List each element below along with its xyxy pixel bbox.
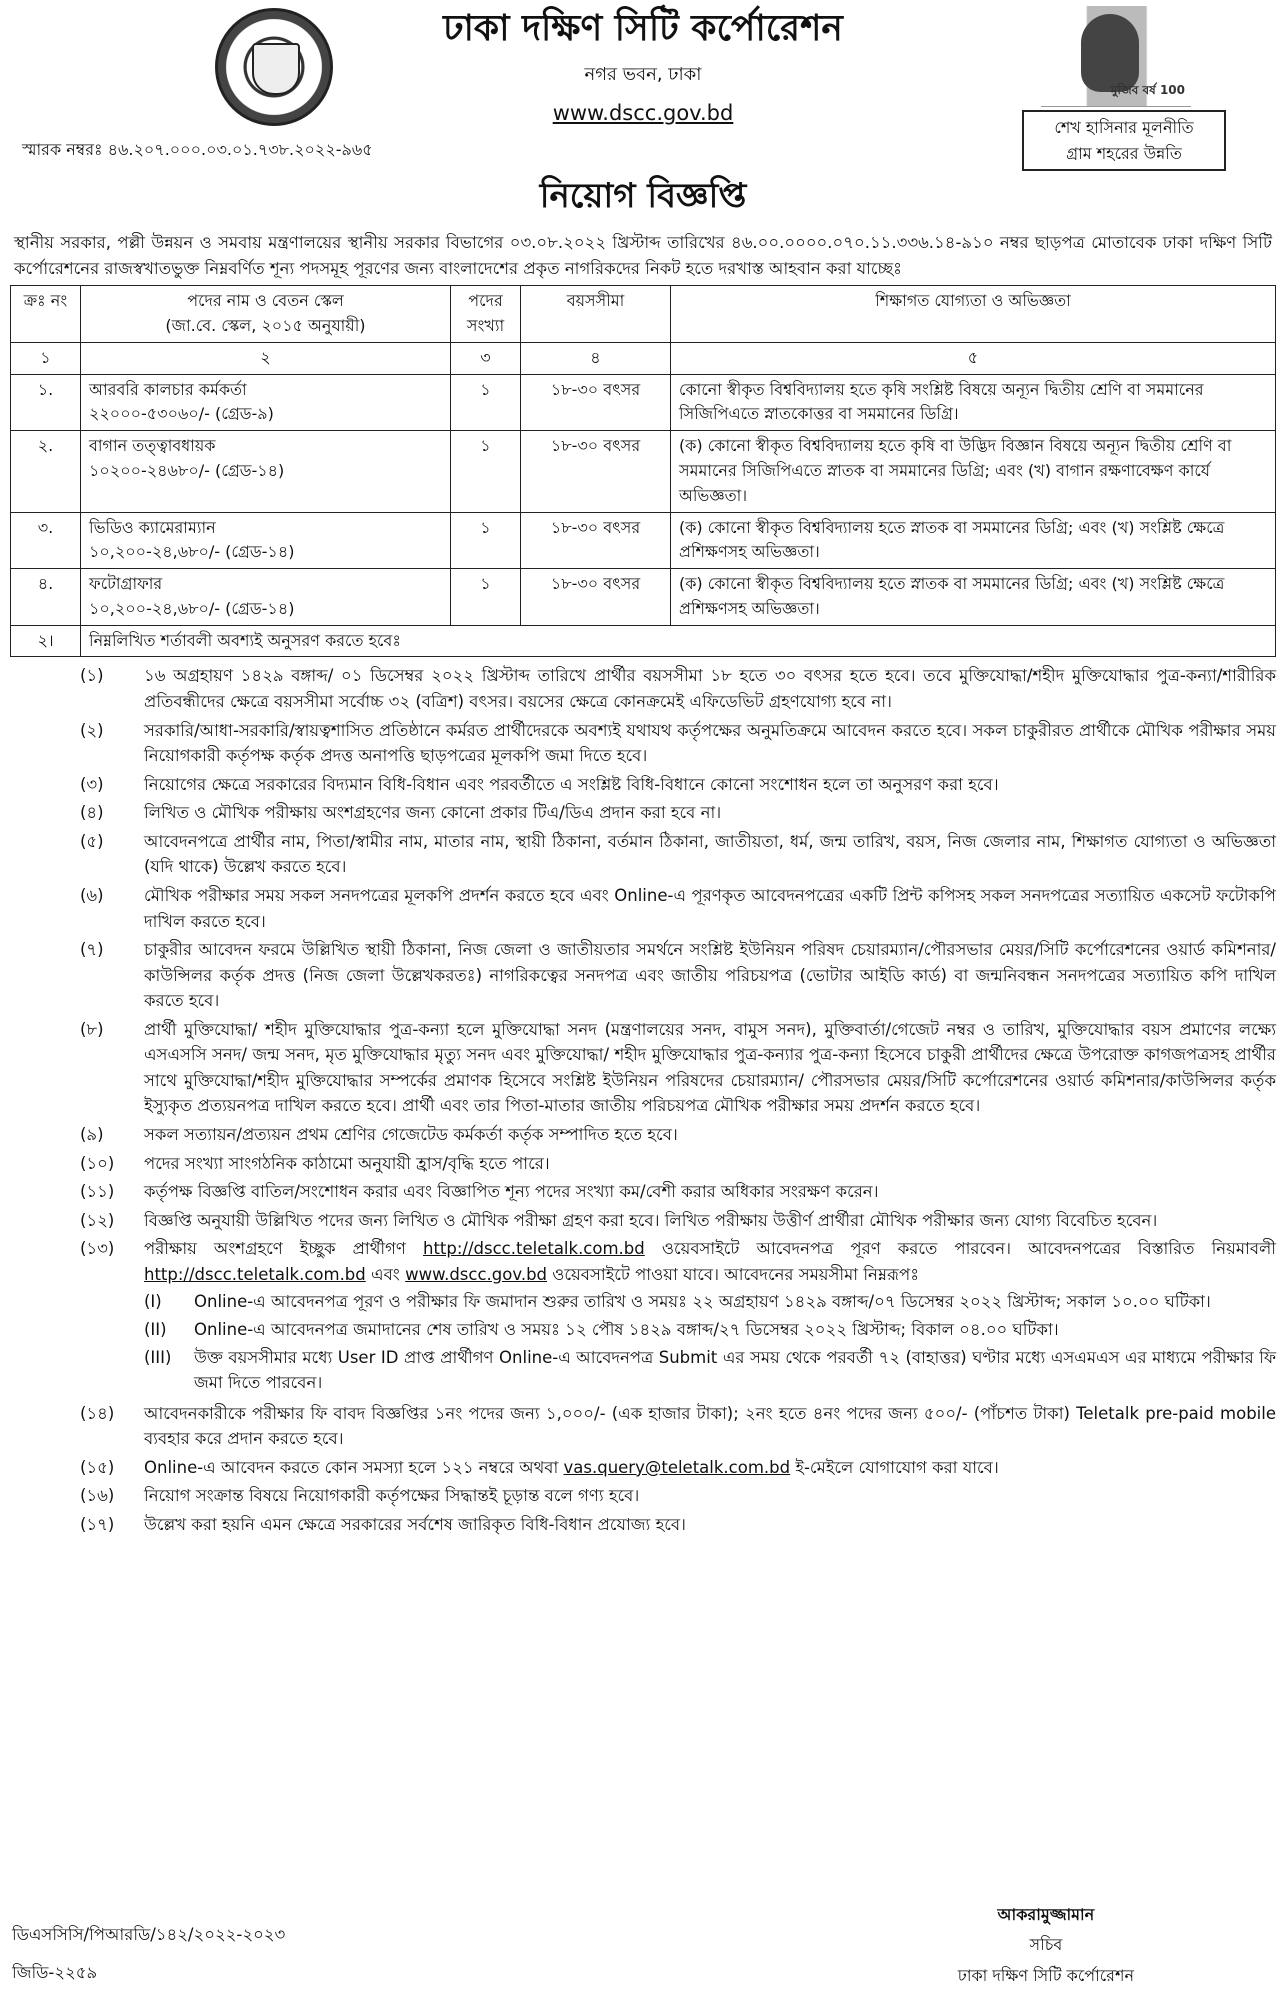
item-number: (৮): [80, 1019, 104, 1039]
text-segment: ওয়েবসাইটে পাওয়া যাবে। আবেদনের সময়সীমা নিম্নরূপঃ: [552, 1264, 920, 1284]
colnum: ২: [81, 342, 451, 374]
list-item: [80, 1122, 1276, 1148]
post-name: ফটোগ্রাফার: [89, 574, 163, 594]
sub-item: [144, 1289, 1276, 1315]
reference-number: ডিএসসিসি/পিআরডি/১৪২/২০২২-২০২৩: [12, 1925, 286, 1944]
text-segment: এবং: [371, 1264, 400, 1284]
table-header-row: [11, 286, 1276, 343]
list-item-application: [80, 1236, 1276, 1397]
portrait-image: [1081, 14, 1139, 92]
text-segment: পরীক্ষায় অংশগ্রহণে ইচ্ছুক প্রার্থীগণ: [144, 1239, 406, 1259]
list-item: [80, 1401, 1276, 1452]
item-text: লিখিত ও মৌখিক পরীক্ষায় অংশগ্রহণের জন্য কোনো প্রকার টিএ/ডিএ প্রদান করা হবে না।: [144, 803, 722, 823]
row-count: ১: [451, 512, 521, 569]
table-row: [11, 374, 1276, 431]
list-item: [80, 1208, 1276, 1234]
post-name: আরবরি কালচার কর্মকর্তা: [89, 379, 247, 399]
post-name: ভিডিও ক্যামেরাম্যান: [89, 517, 216, 537]
item-text: নিয়োগ সংক্রান্ত বিষয়ে নিয়োগকারী কর্তৃপক্ষের সিদ্ধান্তই চূড়ান্ত বলে গণ্য হবে।: [144, 1486, 640, 1506]
sub-number: (III): [144, 1347, 172, 1367]
item-number: (১১): [80, 1182, 115, 1202]
item-number: (২): [80, 720, 104, 740]
row-count: ১: [451, 374, 521, 431]
row-qual: (ক) কোনো স্বীকৃত বিশ্ববিদ্যালয় হতে স্নাতক বা সমমানের ডিগ্রি; এবং (খ) সংশ্লিষ্ট ক্ষেত্রে প্রশিক্ষণসহ অভিজ্ঞতা।: [671, 512, 1276, 569]
item-number: (১৬): [80, 1486, 115, 1506]
slogan-box: [1022, 110, 1226, 171]
pay-scale: ১০২০০-২৪৬৮০/- (গ্রেড-১৪): [89, 460, 285, 480]
pay-scale: ২২০০০-৫৩০৬০/- (গ্রেড-৯): [89, 404, 274, 424]
row-post: [81, 431, 451, 512]
item-number: (১৩): [80, 1239, 115, 1259]
header-age: বয়সসীমা: [521, 286, 671, 343]
item-text: কর্তৃপক্ষ বিজ্ঞপ্তি বাতিল/সংশোধন করার এবং বিজ্ঞাপিত শূন্য পদের সংখ্যা কম/বেশী করার অধিকার সংরক্ষণ করেন।: [144, 1182, 879, 1202]
list-item: [80, 772, 1276, 798]
teletalk-link[interactable]: http://dscc.teletalk.com.bd: [422, 1239, 645, 1259]
list-item: [80, 1151, 1276, 1177]
list-item: [80, 663, 1276, 714]
sub-text: Online-এ আবেদনপত্র জমাদানের শেষ তারিখ ও সময়ঃ ১২ পৌষ ১৪২৯ বঙ্গাব্দ/২৭ ডিসেম্বর ২০২২ খ্রিস্টাব্দ; বিকাল ০৪.০০ ঘটিকা।: [194, 1319, 1059, 1339]
conditions-number: ২।: [11, 625, 81, 657]
row-qual: কোনো স্বীকৃত বিশ্ববিদ্যালয় হতে কৃষি সংশ্লিষ্ট বিষয়ে অন্যূন দ্বিতীয় শ্রেণি বা সমমানের সিজিপিএতে স্নাতকোত্তর বা সমমানের ডিগ্রি।: [671, 374, 1276, 431]
column-number-row: [11, 342, 1276, 374]
mujib-borsho-logo: [1041, 6, 1191, 107]
list-item: [80, 829, 1276, 880]
row-sl: ১.: [11, 374, 81, 431]
signatory-name: আকরামুজ্জামান: [997, 1905, 1095, 1924]
item-text: [144, 1455, 1276, 1481]
dscc-website-link[interactable]: www.dscc.gov.bd: [405, 1264, 548, 1284]
row-sl: ২.: [11, 431, 81, 512]
sub-number: (I): [144, 1292, 162, 1312]
header: [10, 0, 1276, 216]
list-item: [80, 1017, 1276, 1119]
sub-text: উক্ত বয়সসীমার মধ্যে User ID প্রাপ্ত প্রার্থীগণ Online-এ আবেদনপত্র Submit এর সময় থেকে পরবর্তী ৭২ (বাহাত্তর) ঘণ্টার মধ্যে এসএমএস এর মাধ্যমে পরীক্ষার ফি জমা দিতে পারবেন।: [194, 1347, 1276, 1393]
row-age: ১৮-৩০ বৎসর: [521, 374, 671, 431]
item-number: (৫): [80, 831, 104, 851]
org-address: নগর ভবন, ঢাকা: [584, 64, 702, 85]
item-number: (১৭): [80, 1514, 115, 1534]
list-item: [80, 800, 1276, 826]
item-text: ১৬ অগ্রহায়ণ ১৪২৯ বঙ্গাব্দ/ ০১ ডিসেম্বর ২০২২ খ্রিস্টাব্দ তারিখে প্রার্থীর বয়সসীমা ১৮ হতে ৩০ বৎসর হতে হবে। তবে মুক্তিযোদ্ধা/শহীদ মুক্তিযোদ্ধার পুত্র-কন্যা/শারীরিক প্রতিবন্ধীদের ক্ষেত্রে বয়সসীমা সর্বোচ্চ ৩২ (বত্রিশ) বৎসর। বয়সের ক্ষেত্রে কোনক্রমেই এফিডেভিট গ্রহণযোগ্য হবে না।: [144, 666, 1276, 712]
row-qual: (ক) কোনো স্বীকৃত বিশ্ববিদ্যালয় হতে স্নাতক বা সমমানের ডিগ্রি; এবং (খ) সংশ্লিষ্ট ক্ষেত্রে প্রশিক্ষণসহ অভিজ্ঞতা।: [671, 569, 1276, 626]
conditions-header-row: [11, 625, 1276, 657]
table-row: [11, 431, 1276, 512]
item-text: চাকুরীর আবেদন ফরমে উল্লিখিত স্থায়ী ঠিকানা, নিজ জেলা ও জাতীয়তার সমর্থনে সংশ্লিষ্ট ইউনিয়ন পরিষদ চেয়ারম্যান/পৌরসভার মেয়র/সিটি কর্পোরেশনের ওয়ার্ড কমিশনার/ কাউন্সিলর কর্তৃক প্রদত্ত (নিজ জেলা উল্লেখকরতঃ) নাগরিকত্বের সনদপত্র এবং জাতীয় পরিচয়পত্র (ভোটার আইডি কার্ড) বা জন্মনিবন্ধন সনদপত্রের সত্যায়িত কপি দাখিল করতে হবে।: [144, 940, 1276, 1011]
website-link[interactable]: www.dscc.gov.bd: [552, 100, 734, 125]
header-post-line1: পদের নাম ও বেতন স্কেল: [187, 291, 344, 311]
signature-block: [958, 1900, 1134, 1991]
sub-number: (II): [144, 1319, 167, 1339]
list-item: [80, 1483, 1276, 1509]
item-number: (১৪): [80, 1403, 115, 1423]
text-segment: ই-মেইলে যোগাযোগ করা যাবে।: [795, 1457, 999, 1477]
colnum: ৩: [451, 342, 521, 374]
colnum: ১: [11, 342, 81, 374]
header-post-line2: (জা.বে. স্কেল, ২০১৫ অনুযায়ী): [165, 315, 366, 335]
row-count: ১: [451, 569, 521, 626]
row-sl: ৩.: [11, 512, 81, 569]
table-row: [11, 512, 1276, 569]
list-item: [80, 718, 1276, 769]
table-row: [11, 569, 1276, 626]
item-number: (১): [80, 666, 104, 686]
item-number: (৯): [80, 1125, 104, 1145]
item-text: আবেদনকারীকে পরীক্ষার ফি বাবদ বিজ্ঞপ্তির ১নং পদের জন্য ১,০০০/- (এক হাজার টাকা); ২নং হতে ৪নং পদের জন্য ৫০০/- (পাঁচশত টাকা) Teletalk pre-paid mobile ব্যবহার করে প্রদান করতে হবে।: [144, 1403, 1276, 1449]
list-item: [80, 1512, 1276, 1538]
item-text: নিয়োগের ক্ষেত্রে সরকারের বিদ্যমান বিধি-বিধান এবং পরবর্তীতে এ সংশ্লিষ্ট বিধি-বিধানে কোনো সংশোধন হলে তা অনুসরণ করা হবে।: [144, 774, 999, 794]
gd-number: জিডি-২২৫৯: [12, 1963, 98, 1982]
sub-item: [144, 1317, 1276, 1343]
memo-number: স্মারক নম্বরঃ ৪৬.২০৭.০০০.০৩.০১.৭৩৮.২০২২-৯৬৫: [22, 140, 373, 159]
intro-paragraph: স্থানীয় সরকার, পল্লী উন্নয়ন ও সমবায় মন্ত্রণালয়ের স্থানীয় সরকার বিভাগের ০৩.০৮.২০২২ খ্রিস্টাব্দ তারিখের ৪৬.০০.০০০০.০৭০.১১.৩৩৬.১৪-৯১০ নম্বর ছাড়পত্র মোতাবেক ঢাকা দক্ষিণ সিটি কর্পোরেশনের রাজস্বখাতভুক্ত নিম্নবর্ণিত শূন্য পদসমূহ পূরণের জন্য বাংলাদেশের প্রকৃত নাগরিকদের নিকট হতে দরখাস্ত আহবান করা যাচ্ছেঃ: [14, 233, 1272, 278]
support-email-link[interactable]: vas.query@teletalk.com.bd: [563, 1457, 791, 1477]
row-age: ১৮-৩০ বৎসর: [521, 512, 671, 569]
row-count: ১: [451, 431, 521, 512]
header-qual: শিক্ষাগত যোগ্যতা ও অভিজ্ঞতা: [671, 286, 1276, 343]
post-name: বাগান তত্ত্বাবধায়ক: [89, 436, 216, 456]
item-text: বিজ্ঞপ্তি অনুযায়ী উল্লিখিত পদের জন্য লিখিত ও মৌখিক পরীক্ষা গ্রহণ করা হবে। লিখিত পরীক্ষায় উত্তীর্ণ প্রার্থীরা মৌখিক পরীক্ষার জন্য যোগ্য বিবেচিত হবেন।: [144, 1210, 1158, 1230]
item-text: [144, 1236, 1276, 1397]
item-text: আবেদনপত্রে প্রার্থীর নাম, পিতা/স্বামীর নাম, মাতার নাম, স্থায়ী ঠিকানা, বর্তমান ঠিকানা, জাতীয়তা, ধর্ম, জন্ম তারিখ, বয়স, নিজ জেলার নাম, শিক্ষাগত যোগ্যতা ও অভিজ্ঞতা (যদি থাকে) উল্লেখ করতে হবে।: [144, 831, 1276, 877]
list-item-contact: [80, 1455, 1276, 1481]
row-post: [81, 512, 451, 569]
list-item: [80, 883, 1276, 934]
row-sl: ৪.: [11, 569, 81, 626]
header-sl: ক্রঃ নং: [11, 286, 81, 343]
slogan-line-2: গ্রাম শহরের উন্নতি: [1066, 143, 1182, 163]
mujib-borsho-label: মুজিব বর্ষ 100: [1110, 83, 1185, 98]
signatory-title: সচিব: [1029, 1935, 1063, 1955]
teletalk-link[interactable]: http://dscc.teletalk.com.bd: [144, 1264, 366, 1284]
colnum: ৫: [671, 342, 1276, 374]
footer: [12, 1900, 1274, 2000]
item-number: (৪): [80, 803, 104, 823]
list-item: [80, 937, 1276, 1014]
row-post: [81, 374, 451, 431]
sub-item: [144, 1345, 1276, 1396]
item-text: সরকারি/আধা-সরকারি/স্বায়ত্বশাসিত প্রতিষ্ঠানে কর্মরত প্রার্থীদেরকে অবশ্যই যথাযথ কর্তৃপক্ষের অনুমতিক্রমে আবেদন করতে হবে। সকল চাকুরীরত প্রার্থীকে মৌখিক পরীক্ষার সময় নিয়োগকারী কর্তৃপক্ষ কর্তৃক প্রদত্ত অনাপত্তি ছাড়পত্রের মূলকপি জমা দিতে হবে।: [144, 720, 1276, 766]
text-segment: Online-এ আবেদন করতে কোন সমস্যা হলে ১২১ নম্বরে অথবা: [144, 1457, 559, 1477]
org-title: ঢাকা দক্ষিণ সিটি কর্পোরেশন: [443, 8, 843, 49]
row-post: [81, 569, 451, 626]
item-number: (১৫): [80, 1457, 115, 1477]
conditions-heading: নিম্নলিখিত শর্তাবলী অবশ্যই অনুসরণ করতে হবেঃ: [81, 625, 1276, 657]
row-age: ১৮-৩০ বৎসর: [521, 569, 671, 626]
slogan-line-1: শেখ হাসিনার মূলনীতি: [1054, 118, 1194, 137]
item-number: (৭): [80, 940, 104, 960]
pay-scale: ১০,২০০-২৪,৬৮০/- (গ্রেড-১৪): [89, 542, 295, 562]
item-text: প্রার্থী মুক্তিযোদ্ধা/ শহীদ মুক্তিযোদ্ধার পুত্র-কন্যা হলে মুক্তিযোদ্ধা সনদ (মন্ত্রণালয়ের সনদ, বামুস সনদ), মুক্তিবার্তা/গেজেট নম্বর ও তারিখ, মুক্তিযোদ্ধার বয়স প্রমাণের লক্ষ্যে এসএসসি সনদ/ জন্ম সনদ, মৃত মুক্তিযোদ্ধার মৃত্যু সনদ এবং মুক্তিযোদ্ধা/ শহীদ মুক্তিযোদ্ধার পুত্র-কন্যার পুত্র-কন্যা হিসেবে চাকুরী প্রার্থীদের ক্ষেত্রে উপরোক্ত কাগজপত্রসহ প্রার্থীর সাথে মুক্তিযোদ্ধা/শহীদ মুক্তিযোদ্ধার সম্পর্কের প্রমাণক হিসেবে সংশ্লিষ্ট ইউনিয়ন পরিষদের চেয়ারম্যান/ পৌরসভার মেয়র/সিটি কর্পোরেশনের ওয়ার্ড কমিশনার/কাউন্সিলর কর্তৃক ইস্যুকৃত প্রত্যয়নপত্র দাখিল করতে হবে। প্রার্থী এবং তার পিতা-মাতার জাতীয় পরিচয়পত্র মৌখিক পরীক্ষার সময় প্রদর্শন করতে হবে।: [144, 1019, 1276, 1116]
item-number: (১০): [80, 1153, 115, 1173]
header-count: পদের সংখ্যা: [451, 286, 521, 343]
item-text: উল্লেখ করা হয়নি এমন ক্ষেত্রে সরকারের সর্বশেষ জারিকৃত বিধি-বিধান প্রযোজ্য হবে।: [144, 1514, 686, 1534]
item-number: (১২): [80, 1210, 115, 1230]
signatory-org: ঢাকা দক্ষিণ সিটি কর্পোরেশন: [957, 1965, 1134, 1985]
item-text: মৌখিক পরীক্ষার সময় সকল সনদপত্রের মূলকপি প্রদর্শন করতে হবে এবং Online-এ পূরণকৃত আবেদনপত্রের একটি প্রিন্ট কপিসহ সকল সনদপত্রের সত্যায়িত একসেট ফটোকপি দাখিল করতে হবে।: [144, 885, 1276, 931]
row-age: ১৮-৩০ বৎসর: [521, 431, 671, 512]
row-qual: (ক) কোনো স্বীকৃত বিশ্ববিদ্যালয় হতে কৃষি বা উদ্ভিদ বিজ্ঞান বিষয়ে অন্যূন দ্বিতীয় শ্রেণি বা সমমানের সিজিপিএতে স্নাতক বা সমমানের ডিগ্রি; এবং (খ) বাগান রক্ষণাবেক্ষণ কার্যে অভিজ্ঞতা।: [671, 431, 1276, 512]
list-item: [80, 1179, 1276, 1205]
item-text: সকল সত্যায়ন/প্রত্যয়ন প্রথম শ্রেণির গেজেটেড কর্মকর্তা কর্তৃক সম্পাদিত হতে হবে।: [144, 1125, 678, 1145]
sub-text: Online-এ আবেদনপত্র পূরণ ও পরীক্ষার ফি জমাদান শুরুর তারিখ ও সময়ঃ ২২ অগ্রহায়ণ ১৪২৯ বঙ্গাব্দ/০৭ ডিসেম্বর ২০২২ খ্রিস্টাব্দ; সকাল ১০.০০ ঘটিকা।: [194, 1292, 1211, 1312]
item-text: পদের সংখ্যা সাংগঠনিক কাঠামো অনুযায়ী হ্রাস/বৃদ্ধি হতে পারে।: [144, 1153, 550, 1173]
posts-table: [10, 285, 1276, 657]
notice-title: নিয়োগ বিজ্ঞপ্তি: [539, 176, 747, 216]
text-segment: ওয়েবসাইটে আবেদনপত্র পূরণ করতে পারবেন। আবেদনপত্রের বিস্তারিত নিয়মাবলী: [661, 1239, 1277, 1259]
item-number: (৩): [80, 774, 104, 794]
item-number: (৬): [80, 885, 104, 905]
colnum: ৪: [521, 342, 671, 374]
header-post: [81, 286, 451, 343]
pay-scale: ১০,২০০-২৪,৬৮০/- (গ্রেড-১৪): [89, 598, 295, 618]
conditions-list: [10, 663, 1276, 1537]
